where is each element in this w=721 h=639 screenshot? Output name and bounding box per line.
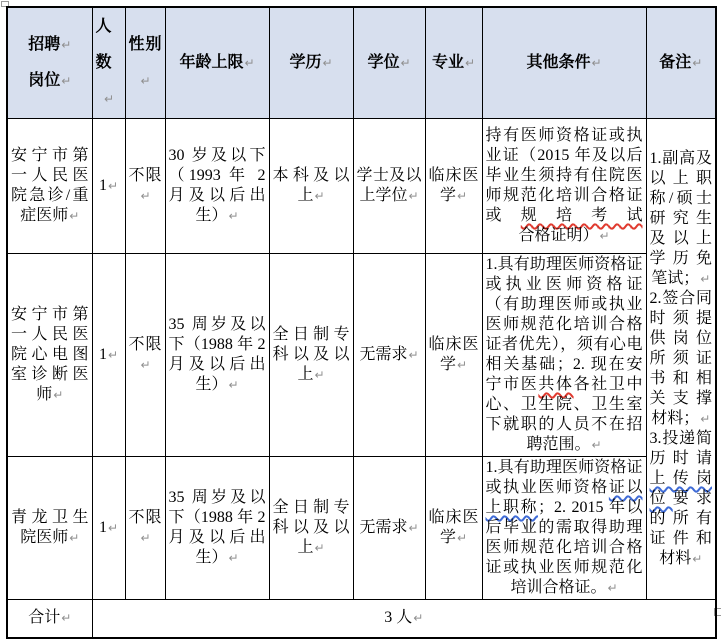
table-row	[7, 254, 716, 457]
text-run: 无需求	[359, 519, 408, 536]
paragraph-mark-icon: ↵	[464, 56, 476, 70]
text-run: 其他条件	[526, 54, 591, 71]
paragraph	[96, 608, 713, 628]
header-row	[7, 7, 716, 119]
cell-other[interactable]	[482, 457, 646, 600]
cell-major[interactable]	[425, 119, 482, 254]
paragraph-mark-icon: ↵	[244, 56, 255, 70]
table-row	[7, 119, 716, 254]
paragraph-mark-icon: ↵	[456, 358, 468, 372]
cell-position[interactable]	[7, 457, 92, 600]
paragraph-mark-icon: ↵	[61, 74, 72, 88]
col-header-major[interactable]	[425, 7, 482, 119]
col-header-other[interactable]	[482, 7, 646, 119]
paragraph-mark-icon: ↵	[314, 368, 325, 382]
paragraph	[429, 45, 479, 81]
cell-major[interactable]	[425, 254, 482, 457]
spellcheck-underline: 共体	[538, 376, 574, 393]
text-run: 不限	[128, 336, 162, 353]
spellcheck-underline: 规培考试	[520, 207, 643, 224]
cell-remarks[interactable]	[646, 119, 716, 600]
text-run: 要求的所有证件和材料	[649, 490, 712, 567]
cell-age[interactable]	[165, 119, 269, 254]
paragraph-mark-icon: ↵	[591, 56, 602, 70]
col-header-gender[interactable]	[125, 7, 165, 119]
text-run: 1.具有助理医师资格证或执业医师资格	[485, 459, 643, 496]
total-label[interactable]	[7, 600, 92, 638]
recruitment-table	[6, 6, 717, 639]
paragraph	[129, 508, 162, 548]
paragraph	[486, 126, 643, 246]
paragraph	[96, 345, 122, 365]
paragraph-mark-icon: ↵	[69, 209, 80, 223]
text-run: 备注	[659, 54, 692, 71]
text-run: 专业	[431, 54, 464, 71]
paragraph-mark-icon: ↵	[413, 611, 424, 626]
paragraph	[650, 289, 713, 429]
text-run: 安宁市第一人民医院心电图室诊断医师	[11, 306, 89, 403]
text-run: 合格证明）	[518, 227, 599, 244]
text-run: 1.具有助理医师资格证或执业医师资格证（有助理医师或执业医师规范化培训合格证者优先），须有心电相关基础；2. 现在安宁市医	[485, 256, 643, 393]
paragraph-mark-icon: ↵	[700, 412, 711, 426]
paragraph	[357, 45, 422, 81]
paragraph	[11, 27, 89, 63]
paragraph-mark-icon: ↵	[103, 92, 115, 106]
paragraph	[169, 315, 266, 395]
text-run: 临床医学	[428, 509, 479, 546]
paragraph-mark-icon: ↵	[140, 189, 151, 203]
text-run: 岗位	[28, 72, 61, 89]
paragraph	[169, 146, 266, 226]
cell-count[interactable]	[92, 254, 125, 457]
text-run: 3.投递简历时请	[649, 430, 712, 467]
cell-gender[interactable]	[125, 119, 165, 254]
paragraph-mark-icon: ↵	[408, 189, 419, 203]
text-run: 临床医学	[428, 167, 479, 204]
paragraph	[650, 149, 713, 289]
text-run: 年龄上限	[179, 54, 244, 71]
cell-count[interactable]	[92, 457, 125, 600]
text-run: 30 岁及以下（1993 年 2 月及以后出生）	[168, 147, 266, 224]
text-run: 招聘	[28, 36, 61, 53]
text-run: 合计	[28, 609, 61, 627]
paragraph	[273, 166, 350, 206]
paragraph-mark-icon: ↵	[61, 611, 72, 626]
grammar-underline: 证以上职称	[485, 479, 643, 516]
col-header-remarks[interactable]	[646, 7, 716, 119]
paragraph-mark-icon: ↵	[400, 56, 411, 70]
text-run: 全日制专科以及以上	[272, 326, 350, 383]
text-run: 学历	[289, 54, 322, 71]
cell-gender[interactable]	[125, 457, 165, 600]
text-run: 1	[98, 177, 107, 194]
paragraph-mark-icon: ↵	[456, 189, 468, 203]
text-run: 全日制专科以及以上	[272, 499, 350, 556]
col-header-age[interactable]	[165, 7, 269, 119]
cell-degree[interactable]	[353, 119, 425, 254]
paragraph	[169, 45, 266, 81]
paragraph	[169, 488, 266, 568]
col-header-position[interactable]	[7, 7, 92, 119]
cell-count[interactable]	[92, 119, 125, 254]
paragraph-mark-icon: ↵	[314, 541, 325, 555]
text-run: 本科及以上	[272, 167, 350, 204]
text-run: 持有医师资格证或执业证（2015 年及以后毕业生须持有住院医师规范化培训合格证或	[485, 127, 643, 224]
paragraph-mark-icon: ↵	[408, 521, 419, 535]
cell-position[interactable]	[7, 119, 92, 254]
cell-age[interactable]	[165, 254, 269, 457]
paragraph	[96, 518, 122, 538]
cell-major[interactable]	[425, 457, 482, 600]
paragraph	[357, 166, 422, 206]
paragraph-mark-icon: ↵	[228, 378, 239, 392]
text-run: 安宁市第一人民医院急诊/重症医师	[11, 147, 89, 224]
paragraph	[11, 608, 89, 628]
paragraph-mark-icon: ↵	[314, 189, 325, 203]
cell-age[interactable]	[165, 457, 269, 600]
paragraph-mark-icon: ↵	[607, 581, 618, 595]
paragraph-mark-icon: ↵	[322, 56, 333, 70]
text-run: 各社卫中心、卫生院、卫生室下就职的人员不在招聘范围。	[485, 376, 643, 453]
paragraph	[650, 45, 713, 81]
text-run: ；2. 2015 年以后毕业的需取得助理医师规范化培训合格证或执业医师规范化培训合格证。	[485, 499, 643, 596]
paragraph	[357, 345, 422, 365]
paragraph-mark-icon: ↵	[107, 521, 119, 535]
paragraph	[357, 518, 422, 538]
paragraph	[486, 458, 643, 598]
text-run: 无需求	[359, 346, 408, 363]
paragraph	[273, 498, 350, 558]
paragraph-mark-icon: ↵	[700, 272, 711, 286]
table-row	[7, 457, 716, 600]
paragraph	[129, 166, 162, 206]
paragraph	[273, 45, 350, 81]
paragraph	[429, 335, 479, 375]
paragraph-mark-icon: ↵	[107, 348, 119, 362]
paragraph-mark-icon: ↵	[456, 531, 468, 545]
cell-education[interactable]	[269, 119, 353, 254]
paragraph-mark-icon: ↵	[228, 551, 239, 565]
text-run: 3 人	[384, 609, 413, 627]
paragraph-mark-icon: ↵	[107, 179, 119, 193]
cell-position[interactable]	[7, 254, 92, 457]
paragraph	[11, 146, 89, 226]
paragraph-mark-icon: ↵	[69, 531, 80, 545]
col-header-education[interactable]	[269, 7, 353, 119]
paragraph-mark-icon: ↵	[61, 38, 72, 52]
text-run: 35 周岁及以下（1988 年 2 月及以后出生）	[168, 316, 266, 393]
paragraph	[429, 166, 479, 206]
text-run: 不限	[128, 509, 162, 526]
text-run: 1	[98, 346, 107, 363]
cell-degree[interactable]	[353, 457, 425, 600]
paragraph-mark-icon: ↵	[140, 531, 151, 545]
paragraph	[429, 508, 479, 548]
paragraph-mark-icon: ↵	[140, 74, 151, 88]
paragraph	[486, 45, 643, 81]
paragraph-mark-icon: ↵	[140, 358, 151, 372]
paragraph	[11, 508, 89, 548]
paragraph	[96, 9, 122, 117]
col-header-degree[interactable]	[353, 7, 425, 119]
text-run: 临床医学	[428, 336, 479, 373]
paragraph-mark-icon: ↵	[53, 388, 64, 402]
paragraph-mark-icon: ↵	[591, 438, 602, 452]
total-value[interactable]	[92, 600, 716, 638]
text-run: 2.签合同时须提供岗位所须证书和相关支撑材料；	[649, 290, 712, 427]
paragraph	[650, 429, 713, 569]
cell-gender[interactable]	[125, 254, 165, 457]
cell-other[interactable]	[482, 254, 646, 457]
paragraph-mark-icon: ↵	[408, 348, 419, 362]
paragraph	[11, 63, 89, 99]
paragraph	[129, 27, 162, 99]
paragraph	[11, 305, 89, 405]
paragraph-mark-icon: ↵	[599, 229, 610, 243]
text-run: 学士及以上学位	[356, 167, 422, 204]
text-run: 青龙卫生院医师	[11, 509, 89, 546]
paragraph-mark-icon: ↵	[692, 552, 703, 566]
paragraph	[273, 325, 350, 385]
total-row	[7, 600, 716, 638]
col-header-count[interactable]	[92, 7, 125, 119]
cell-other[interactable]	[482, 119, 646, 254]
text-run: 人数	[95, 18, 112, 71]
text-run: 学位	[367, 54, 400, 71]
text-run: 不限	[128, 167, 162, 184]
cell-degree[interactable]	[353, 254, 425, 457]
paragraph-mark-icon: ↵	[692, 56, 703, 70]
text-run: 35 周岁及以下（1988 年 2 月及以后出生）	[168, 489, 266, 566]
paragraph-mark-icon: ↵	[228, 209, 239, 223]
grammar-underline: 上传岗位	[649, 470, 712, 507]
paragraph	[486, 255, 643, 455]
paragraph	[96, 176, 122, 196]
cell-education[interactable]	[269, 254, 353, 457]
paragraph	[129, 335, 162, 375]
text-run: 性别	[128, 36, 162, 53]
text-run: 1	[98, 519, 107, 536]
text-run: 1.副高及以上职称/硕士研究生及以上学历免笔试；	[649, 150, 712, 287]
cell-education[interactable]	[269, 457, 353, 600]
